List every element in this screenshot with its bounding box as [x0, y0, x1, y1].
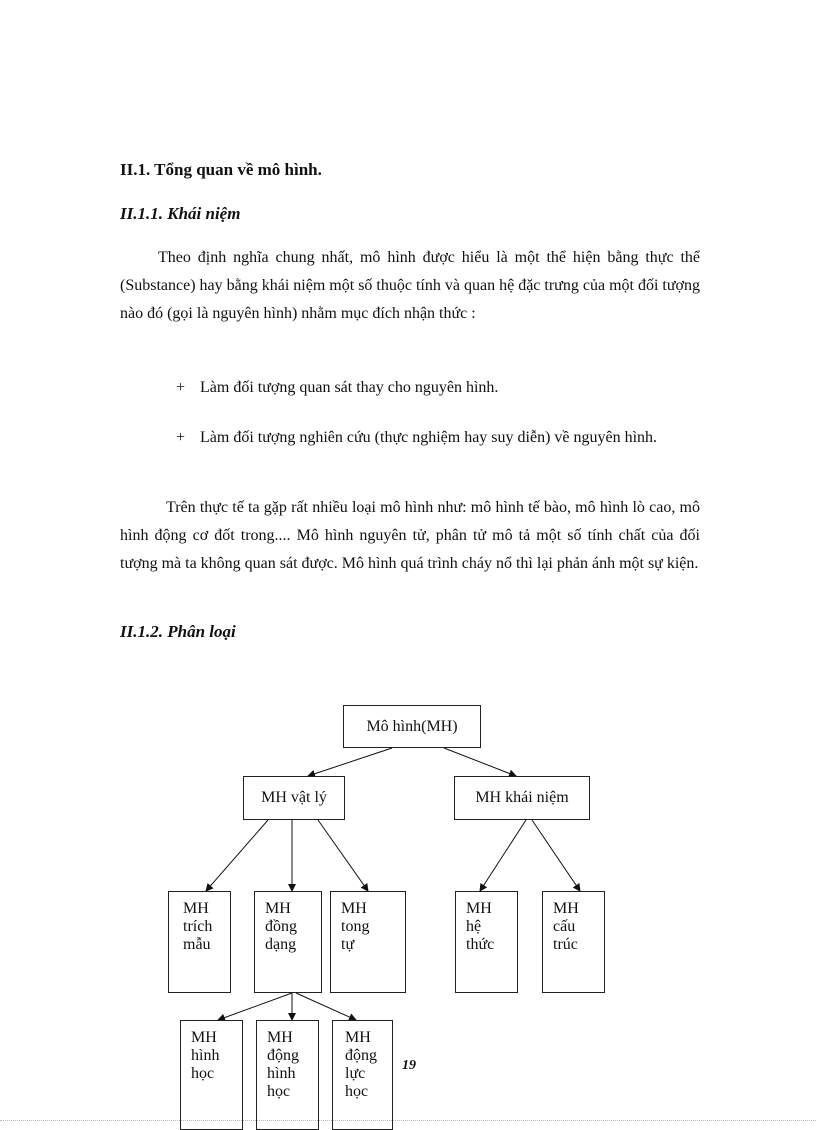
node-physical-model: MH vật lý: [243, 776, 345, 820]
subsection-heading-classification: II.1.2. Phân loại: [120, 622, 236, 641]
bullet-text-2: Làm đối tượng nghiên cứu (thực nghiệm hay suy diễn) về nguyên hình.: [200, 429, 658, 446]
arrow-root-physical: [308, 748, 392, 776]
node-kinematic-model: MH động hình học: [256, 1020, 319, 1130]
arrow-conceptual-relation: [480, 820, 526, 891]
arrow-physical-analog: [318, 820, 368, 891]
subsection-heading-concept: II.1.1. Khái niệm: [120, 204, 241, 223]
page-number: 19: [402, 1058, 416, 1073]
node-conceptual-model: MH khái niệm: [454, 776, 590, 820]
bullet-text-1: Làm đối tượng quan sát thay cho nguyên hình.: [200, 379, 499, 396]
arrow-root-conceptual: [444, 748, 516, 776]
page-bottom-divider: [0, 1120, 816, 1121]
node-structure-model: MH cấu trúc: [542, 891, 605, 993]
node-relation-model: MH hệ thức: [455, 891, 518, 993]
body-paragraph: Trên thực tế ta gặp rất nhiều loại mô hình như: mô hình tế bào, mô hình lò cao, mô hình động cơ đốt trong.... Mô hình nguyên tử, phân tử mô tả một số tính chất của đối tượng mà ta không quan sát được. Mô hình quá trình cháy nổ thì lại phản ánh một sự kiện.: [120, 499, 700, 572]
intro-paragraph: Theo định nghĩa chung nhất, mô hình được hiểu là một thể hiện bằng thực thể (Substance) hay bằng khái niệm một số thuộc tính và quan hệ đặc trưng của một đối tượng nào đó (gọi là nguyên hình) nhằm mục đích nhận thức :: [120, 249, 700, 322]
node-root: Mô hình(MH): [343, 705, 481, 748]
node-geometric-model: MH hình học: [180, 1020, 243, 1130]
node-analog-model: MH tong tự: [330, 891, 406, 993]
plus-icon: +: [176, 429, 186, 446]
arrow-similarity-geometric: [218, 993, 292, 1020]
plus-icon: +: [176, 379, 186, 396]
node-sampling-model: MH trích mẫu: [168, 891, 231, 993]
node-dynamic-model: MH động lực học: [332, 1020, 393, 1130]
arrow-physical-sampling: [206, 820, 268, 891]
node-similarity-model: MH đồng dạng: [254, 891, 322, 993]
arrow-conceptual-structure: [532, 820, 580, 891]
section-heading: II.1. Tổng quan về mô hình.: [120, 160, 322, 179]
arrow-similarity-dynamic: [296, 993, 356, 1020]
